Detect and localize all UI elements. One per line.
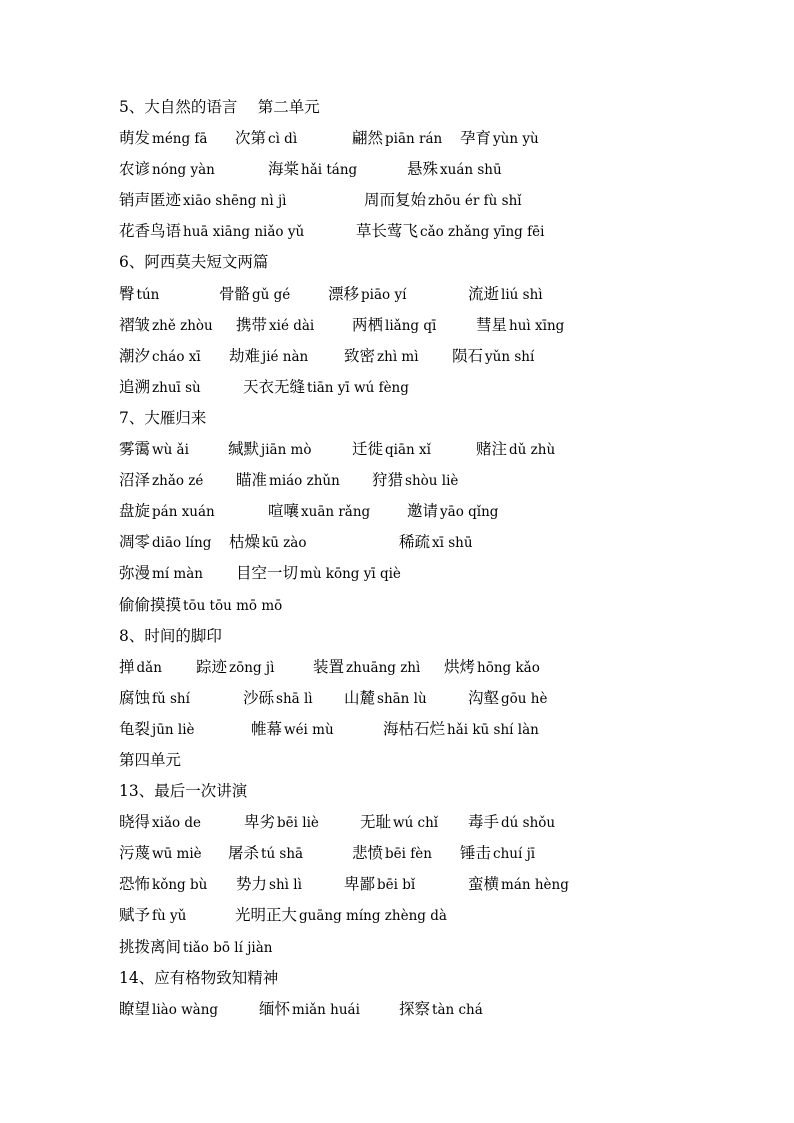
vocabulary-row — [119, 869, 679, 900]
vocabulary-word: 腐蚀 — [119, 688, 151, 707]
vocabulary-row — [119, 279, 679, 310]
vocabulary-word: 卑劣 — [244, 813, 276, 832]
pinyin-text: wú chǐ — [393, 815, 439, 832]
pinyin-text: cǎo zhǎng yīng fēi — [420, 224, 545, 241]
vocabulary-entry — [468, 683, 547, 715]
section-heading: 第四单元 — [119, 750, 182, 769]
vocabulary-entry — [364, 185, 522, 217]
section-heading: 8、时间的脚印 — [119, 626, 222, 645]
pinyin-text: xiǎo de — [152, 815, 202, 832]
vocabulary-row — [119, 372, 679, 403]
vocabulary-word: 缅怀 — [259, 999, 291, 1018]
pinyin-text: yāo qǐng — [440, 504, 499, 521]
vocabulary-word: 花香鸟语 — [119, 222, 182, 241]
vocabulary-entry — [119, 900, 186, 932]
pinyin-text: tōu tōu mō mō — [183, 597, 283, 614]
vocabulary-word: 次第 — [235, 129, 267, 148]
vocabulary-entry — [236, 465, 340, 497]
pinyin-text: zhuāng zhì — [346, 659, 421, 676]
pinyin-text: tiǎo bō lí jiàn — [183, 939, 273, 956]
vocabulary-row — [119, 434, 679, 465]
vocabulary-word: 屠杀 — [228, 844, 260, 863]
vocabulary-word: 弥漫 — [119, 564, 151, 583]
vocabulary-row — [119, 900, 679, 931]
vocabulary-word: 萌发 — [119, 129, 151, 148]
vocabulary-word: 雾霭 — [119, 440, 151, 459]
vocabulary-row — [119, 807, 679, 838]
vocabulary-word: 蛮横 — [468, 875, 500, 894]
vocabulary-entry — [219, 279, 290, 311]
pinyin-text: xuán shū — [440, 162, 502, 179]
vocabulary-entry — [328, 279, 406, 311]
vocabulary-entry — [119, 652, 162, 684]
vocabulary-entry — [460, 123, 539, 155]
pinyin-text: mù kōng yī qiè — [300, 566, 401, 583]
vocabulary-entry — [119, 341, 201, 373]
section-heading: 7、大雁归来 — [119, 408, 207, 427]
vocabulary-word: 农谚 — [119, 160, 151, 179]
vocabulary-entry — [119, 154, 215, 186]
vocabulary-entry — [360, 807, 438, 839]
vocabulary-entry — [119, 869, 207, 901]
vocabulary-word: 盘旋 — [119, 502, 151, 521]
vocabulary-word: 海棠 — [268, 160, 300, 179]
section-heading: 6、阿西莫夫短文两篇 — [119, 253, 269, 272]
pinyin-text: nóng yàn — [152, 162, 215, 179]
vocabulary-entry — [236, 558, 401, 590]
pinyin-text: tàn chá — [432, 1001, 483, 1018]
vocabulary-entry — [119, 434, 189, 466]
pinyin-text: jié nàn — [262, 348, 309, 365]
vocabulary-word: 瞄准 — [236, 471, 268, 490]
vocabulary-word: 烘烤 — [444, 657, 476, 676]
vocabulary-entry — [407, 154, 502, 186]
vocabulary-word: 晓得 — [119, 813, 151, 832]
pinyin-text: chuí jī — [493, 846, 536, 863]
vocabulary-entry — [119, 216, 304, 248]
pinyin-text: zhuī sù — [152, 379, 201, 396]
vocabulary-row — [119, 714, 679, 745]
pinyin-text: hǎi táng — [301, 162, 358, 179]
pinyin-text: miáo zhǔn — [269, 473, 340, 490]
vocabulary-word: 龟裂 — [119, 719, 151, 738]
vocabulary-row — [119, 652, 679, 683]
pinyin-text: cì dì — [268, 131, 298, 148]
vocabulary-word: 致密 — [344, 346, 376, 365]
pinyin-text: shòu liè — [405, 473, 459, 490]
vocabulary-entry — [119, 838, 202, 870]
pinyin-text: jūn liè — [152, 721, 195, 738]
vocabulary-entry — [229, 527, 306, 559]
section-heading: 13、最后一次讲演 — [119, 782, 248, 801]
vocabulary-entry — [244, 807, 319, 839]
vocabulary-entry — [235, 900, 447, 932]
vocabulary-word: 迁徙 — [352, 440, 384, 459]
vocabulary-entry — [119, 279, 159, 311]
vocabulary-entry — [344, 341, 419, 373]
vocabulary-word: 流逝 — [468, 284, 500, 303]
vocabulary-row — [119, 558, 679, 589]
vocabulary-word: 周而复始 — [364, 191, 427, 210]
vocabulary-word: 追溯 — [119, 377, 151, 396]
pinyin-text: liào wàng — [152, 1001, 219, 1018]
vocabulary-entry — [399, 994, 483, 1026]
vocabulary-entry — [352, 310, 436, 342]
vocabulary-word: 潮汐 — [119, 346, 151, 365]
vocabulary-word: 沼泽 — [119, 471, 151, 490]
pinyin-text: wù ǎi — [152, 442, 189, 459]
vocabulary-entry — [196, 652, 274, 684]
pinyin-text: xī shū — [432, 535, 473, 552]
pinyin-text: wū miè — [152, 846, 202, 863]
pinyin-text: dú shǒu — [501, 815, 556, 832]
pinyin-text: hǎi kū shí làn — [447, 721, 539, 738]
pinyin-text: gǔ gé — [252, 286, 291, 303]
pinyin-text: xié dài — [269, 317, 315, 334]
pinyin-text: dǔ zhù — [509, 442, 556, 459]
vocabulary-entry — [407, 496, 498, 528]
vocabulary-word: 沟壑 — [468, 688, 500, 707]
vocabulary-word: 踪迹 — [196, 657, 228, 676]
vocabulary-entry — [344, 869, 415, 901]
pinyin-text: zhōu ér fù shǐ — [428, 193, 522, 210]
vocabulary-entry — [119, 527, 211, 559]
vocabulary-entry — [229, 341, 308, 373]
pinyin-text: dǎn — [136, 659, 162, 676]
vocabulary-entry — [476, 434, 555, 466]
vocabulary-entry — [228, 434, 311, 466]
vocabulary-entry — [251, 714, 334, 746]
vocabulary-entry — [468, 807, 555, 839]
vocabulary-entry — [119, 994, 218, 1026]
vocabulary-word: 稀疏 — [399, 533, 431, 552]
vocabulary-word: 缄默 — [228, 440, 260, 459]
pinyin-text: hōng kǎo — [477, 659, 540, 676]
vocabulary-word: 瞭望 — [119, 999, 151, 1018]
vocabulary-entry — [119, 558, 203, 590]
vocabulary-entry — [352, 123, 442, 155]
vocabulary-entry — [356, 216, 544, 248]
vocabulary-entry — [119, 683, 190, 715]
pinyin-text: fǔ shí — [152, 690, 190, 707]
vocabulary-entry — [119, 465, 203, 497]
pinyin-text: diāo líng — [152, 535, 212, 552]
vocabulary-row — [119, 527, 679, 558]
vocabulary-entry — [119, 932, 272, 964]
vocabulary-word: 恐怖 — [119, 875, 151, 894]
vocabulary-word: 卑鄙 — [344, 875, 376, 894]
vocabulary-word: 目空一切 — [236, 564, 299, 583]
vocabulary-entry — [119, 714, 195, 746]
vocabulary-word: 天衣无缝 — [243, 377, 306, 396]
vocabulary-row — [119, 185, 679, 216]
vocabulary-entry — [268, 154, 357, 186]
pinyin-text: gōu hè — [501, 690, 548, 707]
vocabulary-entry — [444, 652, 540, 684]
vocabulary-word: 污蔑 — [119, 844, 151, 863]
vocabulary-word: 帷幕 — [251, 719, 283, 738]
pinyin-text: bēi bǐ — [377, 877, 416, 894]
pinyin-text: zhě zhòu — [152, 317, 213, 334]
vocabulary-word: 两栖 — [352, 315, 384, 334]
vocabulary-row — [119, 932, 679, 963]
vocabulary-word: 狩猎 — [372, 471, 404, 490]
vocabulary-word: 陨石 — [452, 346, 484, 365]
pinyin-text: kū zào — [262, 535, 307, 552]
vocabulary-entry — [119, 590, 282, 622]
pinyin-text: zhǎo zé — [152, 473, 204, 490]
vocabulary-word: 沙砾 — [243, 688, 275, 707]
pinyin-text: piāo yí — [361, 286, 407, 303]
vocabulary-row — [119, 123, 679, 154]
vocabulary-entry — [119, 807, 201, 839]
pinyin-text: shān lù — [377, 690, 427, 707]
pinyin-text: kǒng bù — [152, 877, 208, 894]
vocabulary-entry — [119, 496, 215, 528]
pinyin-text: tiān yī wú fèng — [307, 379, 409, 396]
vocabulary-row — [119, 496, 679, 527]
pinyin-text: tú shā — [261, 846, 304, 863]
vocabulary-word: 偷偷摸摸 — [119, 595, 182, 614]
pinyin-text: liǎng qī — [385, 317, 437, 334]
section-heading: 5、大自然的语言 第二单元 — [119, 98, 320, 116]
pinyin-text: pán xuán — [152, 504, 215, 521]
vocabulary-word: 毒手 — [468, 813, 500, 832]
pinyin-text: bēi liè — [277, 815, 319, 832]
pinyin-text: piān rán — [385, 131, 443, 148]
pinyin-text: fù yǔ — [152, 908, 187, 925]
vocabulary-word: 邀请 — [407, 502, 439, 521]
vocabulary-word: 携带 — [236, 315, 268, 334]
vocabulary-entry — [383, 714, 539, 746]
vocabulary-entry — [236, 310, 314, 342]
vocabulary-word: 凋零 — [119, 533, 151, 552]
vocabulary-entry — [119, 185, 286, 217]
vocabulary-word: 光明正大 — [235, 906, 298, 925]
pinyin-text: huì xīng — [509, 317, 565, 334]
vocabulary-word: 悬殊 — [407, 160, 439, 179]
vocabulary-entry — [243, 683, 313, 715]
vocabulary-entry — [119, 310, 213, 342]
vocabulary-list — [119, 92, 679, 1025]
vocabulary-word: 赌注 — [476, 440, 508, 459]
pinyin-text: cháo xī — [152, 348, 201, 365]
vocabulary-word: 探察 — [399, 999, 431, 1018]
pinyin-text: yǔn shí — [485, 348, 535, 365]
pinyin-text: miǎn huái — [292, 1001, 360, 1018]
pinyin-text: shì lì — [269, 877, 302, 894]
vocabulary-row — [119, 154, 679, 185]
pinyin-text: tún — [136, 286, 160, 303]
vocabulary-entry — [119, 123, 207, 155]
vocabulary-word: 劫难 — [229, 346, 261, 365]
vocabulary-row — [119, 838, 679, 869]
vocabulary-word: 装置 — [313, 657, 345, 676]
vocabulary-entry — [268, 496, 370, 528]
vocabulary-entry — [236, 869, 302, 901]
vocabulary-word: 悲愤 — [352, 844, 384, 863]
vocabulary-word: 海枯石烂 — [383, 719, 446, 738]
vocabulary-entry — [313, 652, 420, 684]
pinyin-text: yùn yù — [493, 131, 539, 148]
vocabulary-entry — [235, 123, 297, 155]
pinyin-text: liú shì — [501, 286, 543, 303]
vocabulary-word: 臀 — [119, 284, 135, 303]
vocabulary-word: 赋予 — [119, 906, 151, 925]
vocabulary-entry — [352, 838, 432, 870]
pinyin-text: huā xiāng niǎo yǔ — [183, 224, 305, 241]
pinyin-text: xuān rǎng — [301, 504, 371, 521]
vocabulary-word: 漂移 — [328, 284, 360, 303]
vocabulary-word: 枯燥 — [229, 533, 261, 552]
pinyin-text: qiān xǐ — [385, 442, 431, 459]
vocabulary-row — [119, 310, 679, 341]
vocabulary-entry — [399, 527, 473, 559]
vocabulary-entry — [344, 683, 427, 715]
vocabulary-word: 势力 — [236, 875, 268, 894]
section-heading: 14、应有格物致知精神 — [119, 968, 279, 987]
vocabulary-word: 彗星 — [476, 315, 508, 334]
vocabulary-word: 挑拨离间 — [119, 937, 182, 956]
vocabulary-row — [119, 341, 679, 372]
vocabulary-entry — [476, 310, 564, 342]
vocabulary-entry — [119, 372, 201, 404]
pinyin-text: jiān mò — [261, 442, 312, 459]
pinyin-text: guāng míng zhèng dà — [299, 908, 447, 925]
vocabulary-word: 孕育 — [460, 129, 492, 148]
vocabulary-entry — [468, 869, 569, 901]
vocabulary-entry — [452, 341, 534, 373]
vocabulary-entry — [259, 994, 360, 1026]
vocabulary-row — [119, 465, 679, 496]
pinyin-text: shā lì — [276, 690, 313, 707]
vocabulary-entry — [372, 465, 458, 497]
pinyin-text: zhì mì — [377, 348, 419, 365]
vocabulary-word: 掸 — [119, 657, 135, 676]
vocabulary-entry — [352, 434, 431, 466]
pinyin-text: méng fā — [152, 131, 208, 148]
vocabulary-word: 褶皱 — [119, 315, 151, 334]
pinyin-text: mán hèng — [501, 877, 569, 894]
vocabulary-word: 喧嚷 — [268, 502, 300, 521]
vocabulary-entry — [460, 838, 535, 870]
vocabulary-word: 草长莺飞 — [356, 222, 419, 241]
vocabulary-word: 销声匿迹 — [119, 191, 182, 210]
vocabulary-row — [119, 994, 679, 1025]
vocabulary-word: 锤击 — [460, 844, 492, 863]
vocabulary-entry — [228, 838, 303, 870]
pinyin-text: wéi mù — [284, 721, 334, 738]
vocabulary-row — [119, 216, 679, 247]
vocabulary-word: 翩然 — [352, 129, 384, 148]
pinyin-text: xiāo shēng nì jì — [183, 193, 287, 210]
vocabulary-word: 山麓 — [344, 688, 376, 707]
vocabulary-entry — [468, 279, 543, 311]
vocabulary-word: 无耻 — [360, 813, 392, 832]
pinyin-text: mí màn — [152, 566, 203, 583]
vocabulary-row — [119, 683, 679, 714]
vocabulary-entry — [243, 372, 409, 404]
pinyin-text: bēi fèn — [385, 846, 432, 863]
pinyin-text: zōng jì — [229, 659, 275, 676]
vocabulary-word: 骨骼 — [219, 284, 251, 303]
vocabulary-row — [119, 590, 679, 621]
